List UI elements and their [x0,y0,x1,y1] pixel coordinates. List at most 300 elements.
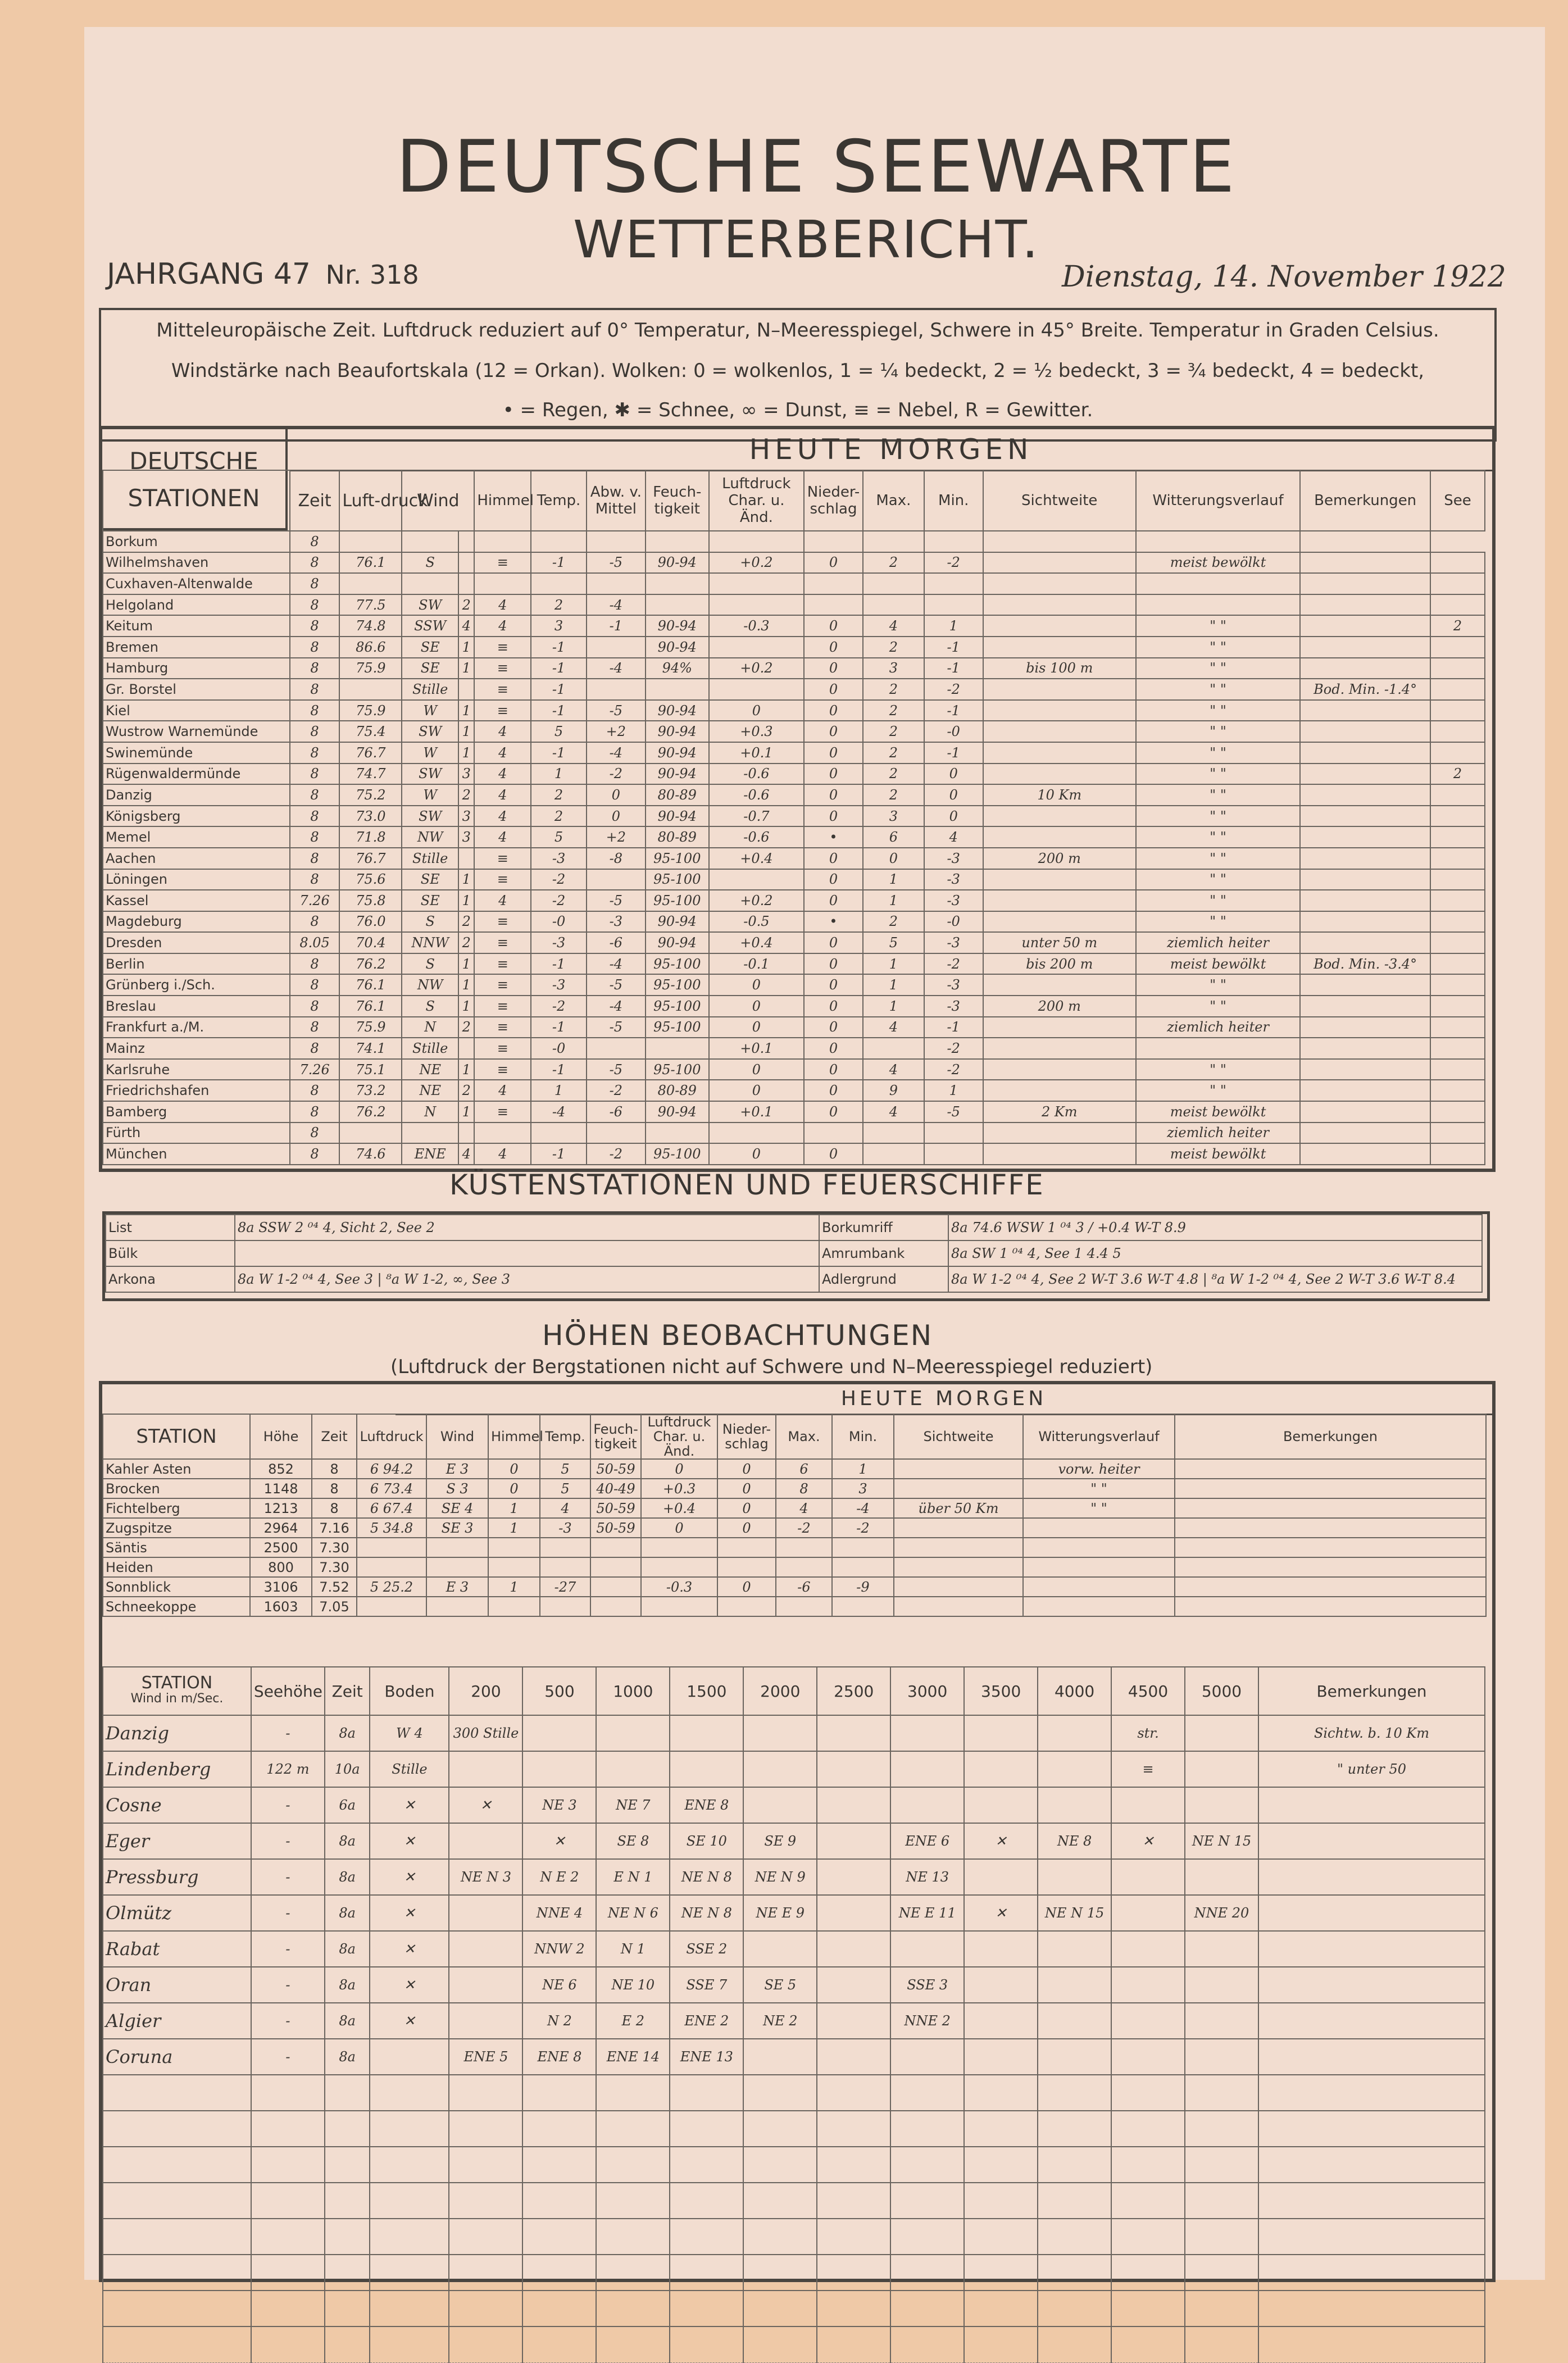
table-cell: - [251,1895,325,1931]
table-cell [1111,1931,1185,1967]
table-cell: 3 [458,806,474,827]
empty-row [103,2255,1485,2291]
empty-cell [596,2111,670,2147]
table-cell: N 1 [596,1931,670,1967]
table-cell: 0 [804,764,863,785]
station-name: Säntis [103,1538,250,1557]
table-cell: 0 [804,869,863,890]
table-cell: 1 [458,721,474,742]
table-cell: 50-59 [590,1459,641,1479]
table-cell: 80-89 [646,1080,709,1101]
empty-cell [596,2291,670,2326]
table-row [103,637,1485,658]
table-cell: ≡ [474,1017,531,1038]
empty-cell [1038,2075,1111,2111]
table-cell [1185,2003,1258,2039]
table-cell: 80-89 [646,784,709,806]
table-cell: +0.4 [641,1498,717,1518]
table-cell: NE 3 [522,1787,596,1823]
table-cell: NNW [402,932,458,953]
table-cell: ≡ [474,1101,531,1123]
station-name: Breslau [103,996,290,1017]
table-cell: NE 10 [596,1967,670,2003]
table-cell: 2 [458,1017,474,1038]
legend-line-2: Windstärke nach Beaufortskala (12 = Orkan). Wolken: 0 = wolkenlos, 1 = ¼ bedeckt, 2 = ½ bedeckt, 3 = ¾ bedeckt, 4 = bedeckt, [171,360,1425,382]
hoehen-header-col: Luftdruck [357,1414,426,1459]
table-cell [1185,1787,1258,1823]
empty-cell [817,2219,890,2255]
table-cell: -0 [924,911,983,933]
table-cell: 8 [290,658,340,679]
table-cell: 70.4 [339,932,402,953]
table-cell: -3 [540,1518,590,1538]
table-cell: 76.1 [339,552,402,574]
table-cell: 4 [474,764,531,785]
empty-cell [449,2255,522,2291]
table-row [103,1080,1485,1101]
table-cell: ENE 8 [522,2039,596,2075]
deutsche-header-col: Abw. v. Mittel [587,470,646,531]
deutsche-header-col: Nieder-schlag [804,470,863,531]
table-cell: " " [1136,742,1300,764]
table-cell: 1 [458,1101,474,1123]
station-name: Fichtelberg [103,1498,250,1518]
table-row [819,1266,1482,1292]
table-cell [449,1931,522,1967]
table-cell: ENE [402,1143,458,1165]
table-cell [531,531,587,552]
table-cell: 0 [709,1080,804,1101]
station-name: Memel [103,826,290,848]
table-cell [1111,2039,1185,2075]
station-name: Mainz [103,1038,290,1059]
table-cell: -0 [531,1038,587,1059]
empty-cell [743,2111,817,2147]
table-cell [1136,531,1300,552]
table-cell: +0.3 [641,1479,717,1498]
empty-row [103,2075,1485,2111]
table-cell: 8 [290,784,340,806]
table-cell [817,1967,890,2003]
empty-cell [251,2219,325,2255]
table-row [103,1557,1486,1577]
table-cell: 80-89 [646,826,709,848]
table-cell: 8.05 [290,932,340,953]
empty-cell [1258,2291,1485,2326]
table-cell: E N 1 [596,1859,670,1895]
table-cell: 8 [312,1479,357,1498]
table-cell [1258,1931,1485,1967]
table-cell: N [402,1101,458,1123]
table-cell [357,1557,426,1577]
table-cell: 2 [458,1080,474,1101]
deutsche-header-col: Witterungsverlauf [1136,470,1300,531]
empty-cell [449,2147,522,2183]
table-cell: SE [402,637,458,658]
table-cell [1300,742,1430,764]
table-cell: 8 [290,1080,340,1101]
table-cell: NE N 15 [1038,1895,1111,1931]
pilot-header-col: 5000 [1185,1667,1258,1715]
table-cell: bis 200 m [983,953,1136,975]
table-cell: 0 [587,784,646,806]
station-name: Coruna [103,2039,251,2075]
table-cell: 75.1 [339,1059,402,1080]
table-row [103,1577,1486,1597]
table-cell: S [402,953,458,975]
station-name: Cosne [103,1787,251,1823]
table-cell: 4 [474,721,531,742]
table-cell: " " [1136,1059,1300,1080]
empty-cell [1185,2219,1258,2255]
empty-cell [251,2255,325,2291]
table-cell [983,1143,1136,1165]
table-cell [1038,1859,1111,1895]
table-cell [1300,890,1430,911]
table-cell: -3 [531,848,587,869]
table-cell: ≡ [474,700,531,721]
table-row [103,1538,1486,1557]
table-cell [522,1715,596,1751]
table-cell [1430,784,1485,806]
table-cell: 8 [290,806,340,827]
table-cell [894,1479,1023,1498]
empty-cell [670,2291,743,2326]
table-cell: +2 [587,721,646,742]
table-cell: W [402,784,458,806]
empty-cell [817,2147,890,2183]
table-row [103,2039,1485,2075]
station-name: Danzig [103,784,290,806]
table-cell: 0 [804,658,863,679]
empty-cell [370,2219,449,2255]
table-cell [1258,2003,1485,2039]
table-cell [474,531,531,552]
table-cell: N [402,1017,458,1038]
table-cell [590,1597,641,1616]
table-cell [832,1557,894,1577]
table-row [103,784,1485,806]
table-cell [983,1123,1136,1144]
table-cell: 8 [776,1479,832,1498]
empty-row [103,2183,1485,2219]
table-cell [402,1123,458,1144]
table-cell: 3 [832,1479,894,1498]
table-cell [646,531,709,552]
table-cell: " " [1136,721,1300,742]
table-cell: +0.2 [709,552,804,574]
pilot-header-col: Boden [370,1667,449,1715]
table-cell: ≡ [474,932,531,953]
table-cell: -2 [924,1059,983,1080]
table-cell [983,700,1136,721]
station-name: Löningen [103,869,290,890]
kueste-station-value: 8a 74.6 WSW 1 ⁰⁴ 3 / +0.4 W-T 8.9 [948,1215,1482,1240]
empty-cell [325,2147,370,2183]
table-cell: +0.4 [709,932,804,953]
table-row [103,742,1485,764]
table-cell: 0 [709,1143,804,1165]
empty-cell [1185,2147,1258,2183]
table-cell: ENE 14 [596,2039,670,2075]
table-cell: N E 2 [522,1859,596,1895]
deutsche-header-col: Bemerkungen [1300,470,1430,531]
table-cell [1136,594,1300,616]
empty-cell [817,2183,890,2219]
table-cell: -2 [924,552,983,574]
empty-cell [1038,2291,1111,2326]
table-cell: SE 8 [596,1823,670,1859]
table-cell: ≡ [474,911,531,933]
table-cell [863,1038,924,1059]
table-cell: 200 m [983,848,1136,869]
deutsche-header-wind: Wind [402,470,474,531]
table-cell: 2 [863,784,924,806]
table-cell [1300,764,1430,785]
table-cell: 4 [474,615,531,637]
table-cell: 8 [290,721,340,742]
empty-cell [596,2075,670,2111]
table-cell: S [402,911,458,933]
empty-cell [1111,2326,1185,2362]
table-cell: ✕ [370,1859,449,1895]
table-cell: 1 [458,1059,474,1080]
table-cell [717,1538,776,1557]
table-cell: 7.26 [290,890,340,911]
table-cell: 75.9 [339,1017,402,1038]
pilot-header-col: 200 [449,1667,522,1715]
station-name: Wustrow Warnemünde [103,721,290,742]
table-cell: -9 [832,1577,894,1597]
empty-cell [817,2291,890,2326]
table-cell: str. [1111,1715,1185,1751]
table-cell [717,1597,776,1616]
table-cell: 852 [250,1459,312,1479]
table-cell: -2 [924,953,983,975]
station-name: Helgoland [103,594,290,616]
table-cell: " " [1136,1080,1300,1101]
table-cell [1185,1859,1258,1895]
table-cell [983,679,1136,700]
hoehen-table [102,1414,1487,1617]
table-cell: NE [402,1080,458,1101]
table-cell [983,1080,1136,1101]
table-cell: 0 [804,848,863,869]
table-cell: 4 [474,890,531,911]
table-cell: 2 [458,784,474,806]
table-cell: 8 [290,742,340,764]
empty-cell [964,2326,1038,2362]
empty-cell [103,2291,251,2326]
table-cell: +0.1 [709,1038,804,1059]
empty-cell [449,2219,522,2255]
table-cell [1300,1038,1430,1059]
kueste-section [102,1211,1490,1301]
table-row [103,1143,1485,1165]
empty-cell [370,2255,449,2291]
table-cell: 1 [924,1080,983,1101]
table-cell: -3 [924,932,983,953]
table-cell [1300,594,1430,616]
table-cell: 75.9 [339,658,402,679]
table-cell: W [402,742,458,764]
empty-cell [1111,2291,1185,2326]
empty-cell [964,2147,1038,2183]
pilot-header-station [103,1667,251,1715]
empty-cell [743,2147,817,2183]
table-cell: 77.5 [339,594,402,616]
table-cell [743,1751,817,1787]
table-cell [743,1787,817,1823]
table-cell: 0 [804,552,863,574]
table-cell [587,1038,646,1059]
table-cell [817,1931,890,1967]
table-cell: -27 [540,1577,590,1597]
table-cell: 95-100 [646,1059,709,1080]
table-cell: 74.1 [339,1038,402,1059]
table-cell: 8 [290,974,340,996]
table-cell: 4 [474,1080,531,1101]
table-cell: 0 [804,742,863,764]
table-cell: ≡ [474,953,531,975]
table-cell: meist bewölkt [1136,552,1300,574]
table-cell: 8 [312,1498,357,1518]
table-row [103,953,1485,975]
table-cell [1430,1017,1485,1038]
table-cell: 2964 [250,1518,312,1538]
table-cell: 1 [458,658,474,679]
table-cell: 1 [458,700,474,721]
table-cell [1258,2039,1485,2075]
station-name: Dresden [103,932,290,953]
empty-cell [103,2111,251,2147]
table-cell: 6 [863,826,924,848]
table-cell: 0 [924,784,983,806]
table-cell: 0 [804,974,863,996]
table-row [103,1715,1485,1751]
table-cell [646,594,709,616]
table-cell: 1148 [250,1479,312,1498]
table-cell: 90-94 [646,700,709,721]
table-cell [1300,784,1430,806]
table-cell: 0 [804,932,863,953]
empty-cell [1111,2075,1185,2111]
empty-cell [670,2183,743,2219]
legend-line-3: • = Regen, ✱ = Schnee, ∞ = Dunst, ≡ = Nebel, R = Gewitter. [502,399,1093,421]
table-cell [531,1123,587,1144]
table-cell [1430,826,1485,848]
table-cell [426,1538,488,1557]
table-cell [1300,637,1430,658]
table-cell: ENE 8 [670,1787,743,1823]
table-row [103,890,1485,911]
table-cell [1430,806,1485,827]
deutsche-header-col: Feuch-tigkeit [646,470,709,531]
table-cell [646,573,709,594]
table-cell [339,679,402,700]
empty-cell [449,2326,522,2362]
table-row [103,573,1485,594]
table-cell: NE 2 [743,2003,817,2039]
table-cell: +0.1 [709,1101,804,1123]
table-cell [1430,1143,1485,1165]
table-cell [1175,1498,1486,1518]
table-cell: 8 [290,637,340,658]
station-name: Danzig [103,1715,251,1751]
empty-cell [817,2326,890,2362]
table-cell [890,1931,964,1967]
station-name: Eger [103,1823,251,1859]
kueste-station-value: 8a SW 1 ⁰⁴ 4, See 1 4.4 5 [948,1240,1482,1266]
table-cell: 0 [709,996,804,1017]
table-cell: ENE 13 [670,2039,743,2075]
table-cell [983,974,1136,996]
pilot-header-col: 1000 [596,1667,670,1715]
table-cell: NE [402,1059,458,1080]
table-cell: 3 [458,826,474,848]
table-cell [983,552,1136,574]
table-cell [709,594,804,616]
table-cell: 0 [804,1143,863,1165]
table-cell [743,2039,817,2075]
table-cell: 0 [804,637,863,658]
table-cell [1430,974,1485,996]
table-cell: - [251,1823,325,1859]
empty-cell [325,2326,370,2362]
table-cell [1300,1080,1430,1101]
kueste-station-name: Bülk [106,1240,235,1266]
table-cell [458,552,474,574]
table-cell: 0 [709,700,804,721]
pilot-header-col: 4500 [1111,1667,1185,1715]
table-cell: " " [1136,615,1300,637]
table-cell [1300,700,1430,721]
table-cell: 76.1 [339,974,402,996]
table-cell: ✕ [370,2003,449,2039]
table-cell [641,1557,717,1577]
table-cell: Bod. Min. -3.4° [1300,953,1430,975]
table-cell: 1213 [250,1498,312,1518]
hoehen-heading: HÖHEN BEOBACHTUNGEN [542,1319,933,1352]
empty-cell [743,2075,817,2111]
table-cell: ✕ [1111,1823,1185,1859]
table-cell: " " [1136,764,1300,785]
table-cell: +0.3 [709,721,804,742]
table-cell [1300,826,1430,848]
table-cell: 2 [531,594,587,616]
table-cell: 71.8 [339,826,402,848]
table-cell: 73.2 [339,1080,402,1101]
empty-cell [670,2326,743,2362]
table-cell [1038,2039,1111,2075]
empty-cell [370,2291,449,2326]
table-cell: -2 [531,869,587,890]
pilot-header-col: 1500 [670,1667,743,1715]
issue-number [107,257,419,291]
table-cell: SSW [402,615,458,637]
table-cell: 4 [474,1143,531,1165]
table-cell: NW [402,826,458,848]
table-cell: -4 [587,742,646,764]
table-cell: -1 [531,1017,587,1038]
empty-cell [670,2219,743,2255]
table-cell: SE 9 [743,1823,817,1859]
table-cell: NE 8 [1038,1823,1111,1859]
table-cell [1038,1787,1111,1823]
table-cell: - [251,1715,325,1751]
deutsche-header-col: Himmel [474,470,531,531]
table-cell: 74.6 [339,1143,402,1165]
